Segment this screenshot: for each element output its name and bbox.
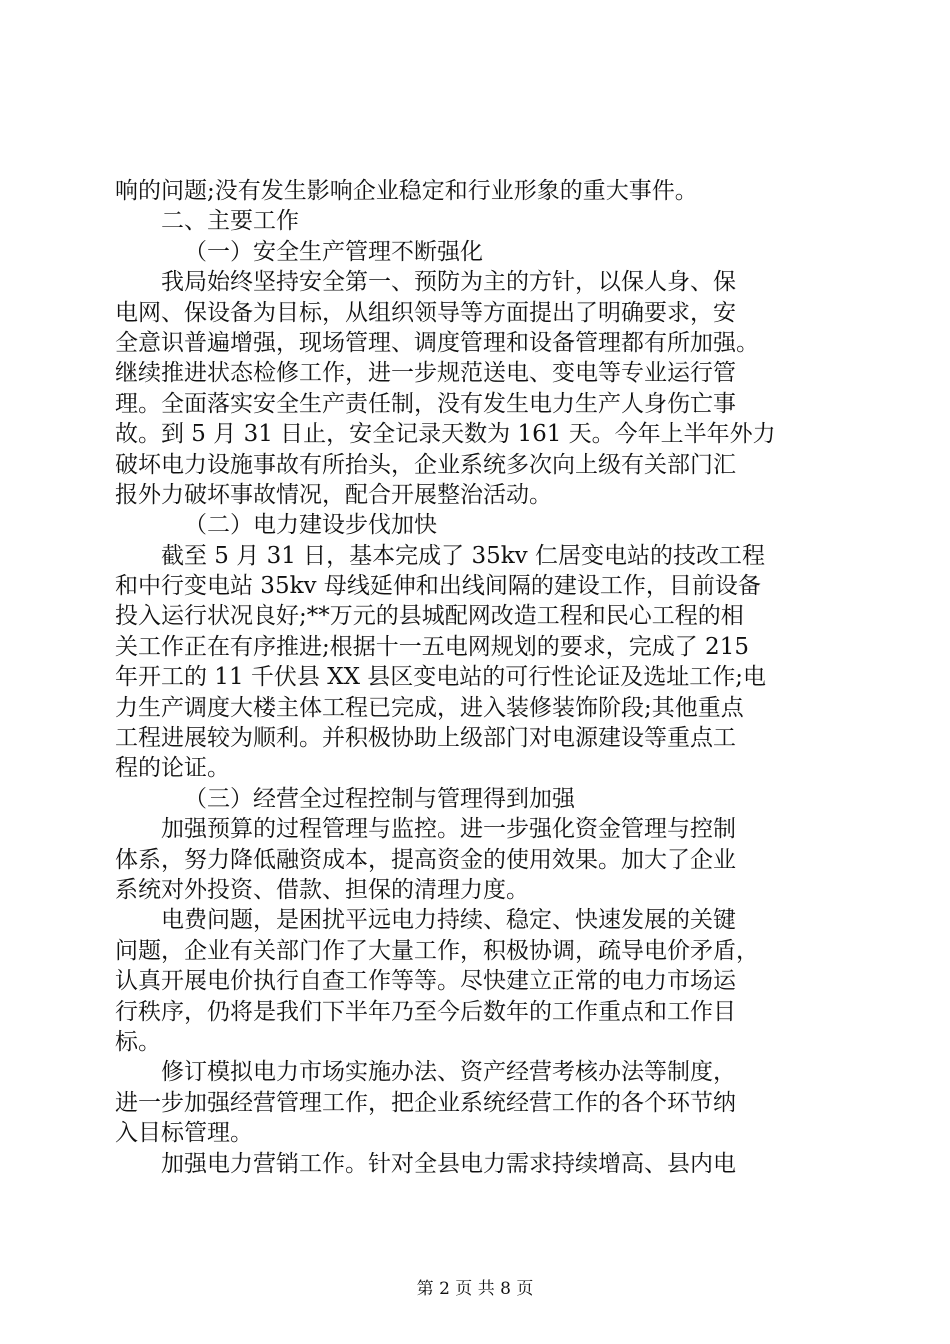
text-line: 我局始终坚持安全第一、预防为主的方针，以保人身、保 <box>161 269 736 296</box>
text-line: （三）经营全过程控制与管理得到加强 <box>184 785 575 812</box>
text-line: 年开工的 11 千伏县 XX 县区变电站的可行性论证及选址工作;电 <box>115 664 767 691</box>
text-line: （一）安全生产管理不断强化 <box>184 238 483 265</box>
text-line: 截至 5 月 31 日，基本完成了 35kv 仁居变电站的技改工程 <box>161 542 765 569</box>
text-line: 理。全面落实安全生产责任制，没有发生电力生产人身伤亡事 <box>115 390 736 417</box>
text-line: 和中行变电站 35kv 母线延伸和出线间隔的建设工作，目前设备 <box>115 573 761 600</box>
text-line: 入目标管理。 <box>115 1120 253 1147</box>
text-line: 二、主要工作 <box>161 208 299 235</box>
text-line: 修订模拟电力市场实施办法、资产经营考核办法等制度， <box>161 1059 736 1086</box>
text-line: 继续推进状态检修工作，进一步规范送电、变电等专业运行管 <box>115 360 736 387</box>
text-line: 认真开展电价执行自查工作等等。尽快建立正常的电力市场运 <box>115 968 736 995</box>
text-line: 问题，企业有关部门作了大量工作，积极协调，疏导电价矛盾， <box>115 937 759 964</box>
text-line: 系统对外投资、借款、担保的清理力度。 <box>115 876 529 903</box>
text-line: 关工作正在有序推进;根据十一五电网规划的要求，完成了 215 <box>115 633 749 660</box>
text-line: 投入运行状况良好;**万元的县城配网改造工程和民心工程的相 <box>115 603 744 630</box>
text-line: 全意识普遍增强，现场管理、调度管理和设备管理都有所加强。 <box>115 329 759 356</box>
text-line: 程的论证。 <box>115 755 230 782</box>
text-line: 电网、保设备为目标，从组织领导等方面提出了明确要求，安 <box>115 299 736 326</box>
text-line: 力生产调度大楼主体工程已完成，进入装修装饰阶段;其他重点 <box>115 694 744 721</box>
text-line: 行秩序，仍将是我们下半年乃至今后数年的工作重点和工作目 <box>115 998 736 1025</box>
text-line: 响的问题;没有发生影响企业稳定和行业形象的重大事件。 <box>115 178 698 204</box>
text-line: 标。 <box>115 1028 161 1055</box>
text-line: 加强预算的过程管理与监控。进一步强化资金管理与控制 <box>161 816 736 843</box>
page-footer: 第 2 页 共 8 页 <box>416 1279 534 1299</box>
text-line: 进一步加强经营管理工作，把企业系统经营工作的各个环节纳 <box>115 1089 736 1116</box>
text-line: 电费问题，是困扰平远电力持续、稳定、快速发展的关键 <box>161 907 736 934</box>
text-line: 工程进展较为顺利。并积极协助上级部门对电源建设等重点工 <box>115 725 736 752</box>
text-line: 破坏电力设施事故有所抬头，企业系统多次向上级有关部门汇 <box>115 451 736 478</box>
text-line: 体系，努力降低融资成本，提高资金的使用效果。加大了企业 <box>115 846 736 873</box>
document-body <box>115 176 837 1179</box>
text-line: （二）电力建设步伐加快 <box>184 512 437 539</box>
text-line: 报外力破坏事故情况，配合开展整治活动。 <box>115 481 552 508</box>
text-line: 加强电力营销工作。针对全县电力需求持续增高、县内电 <box>161 1150 736 1177</box>
text-line: 故。到 5 月 31 日止，安全记录天数为 161 天。今年上半年外力 <box>115 421 776 448</box>
